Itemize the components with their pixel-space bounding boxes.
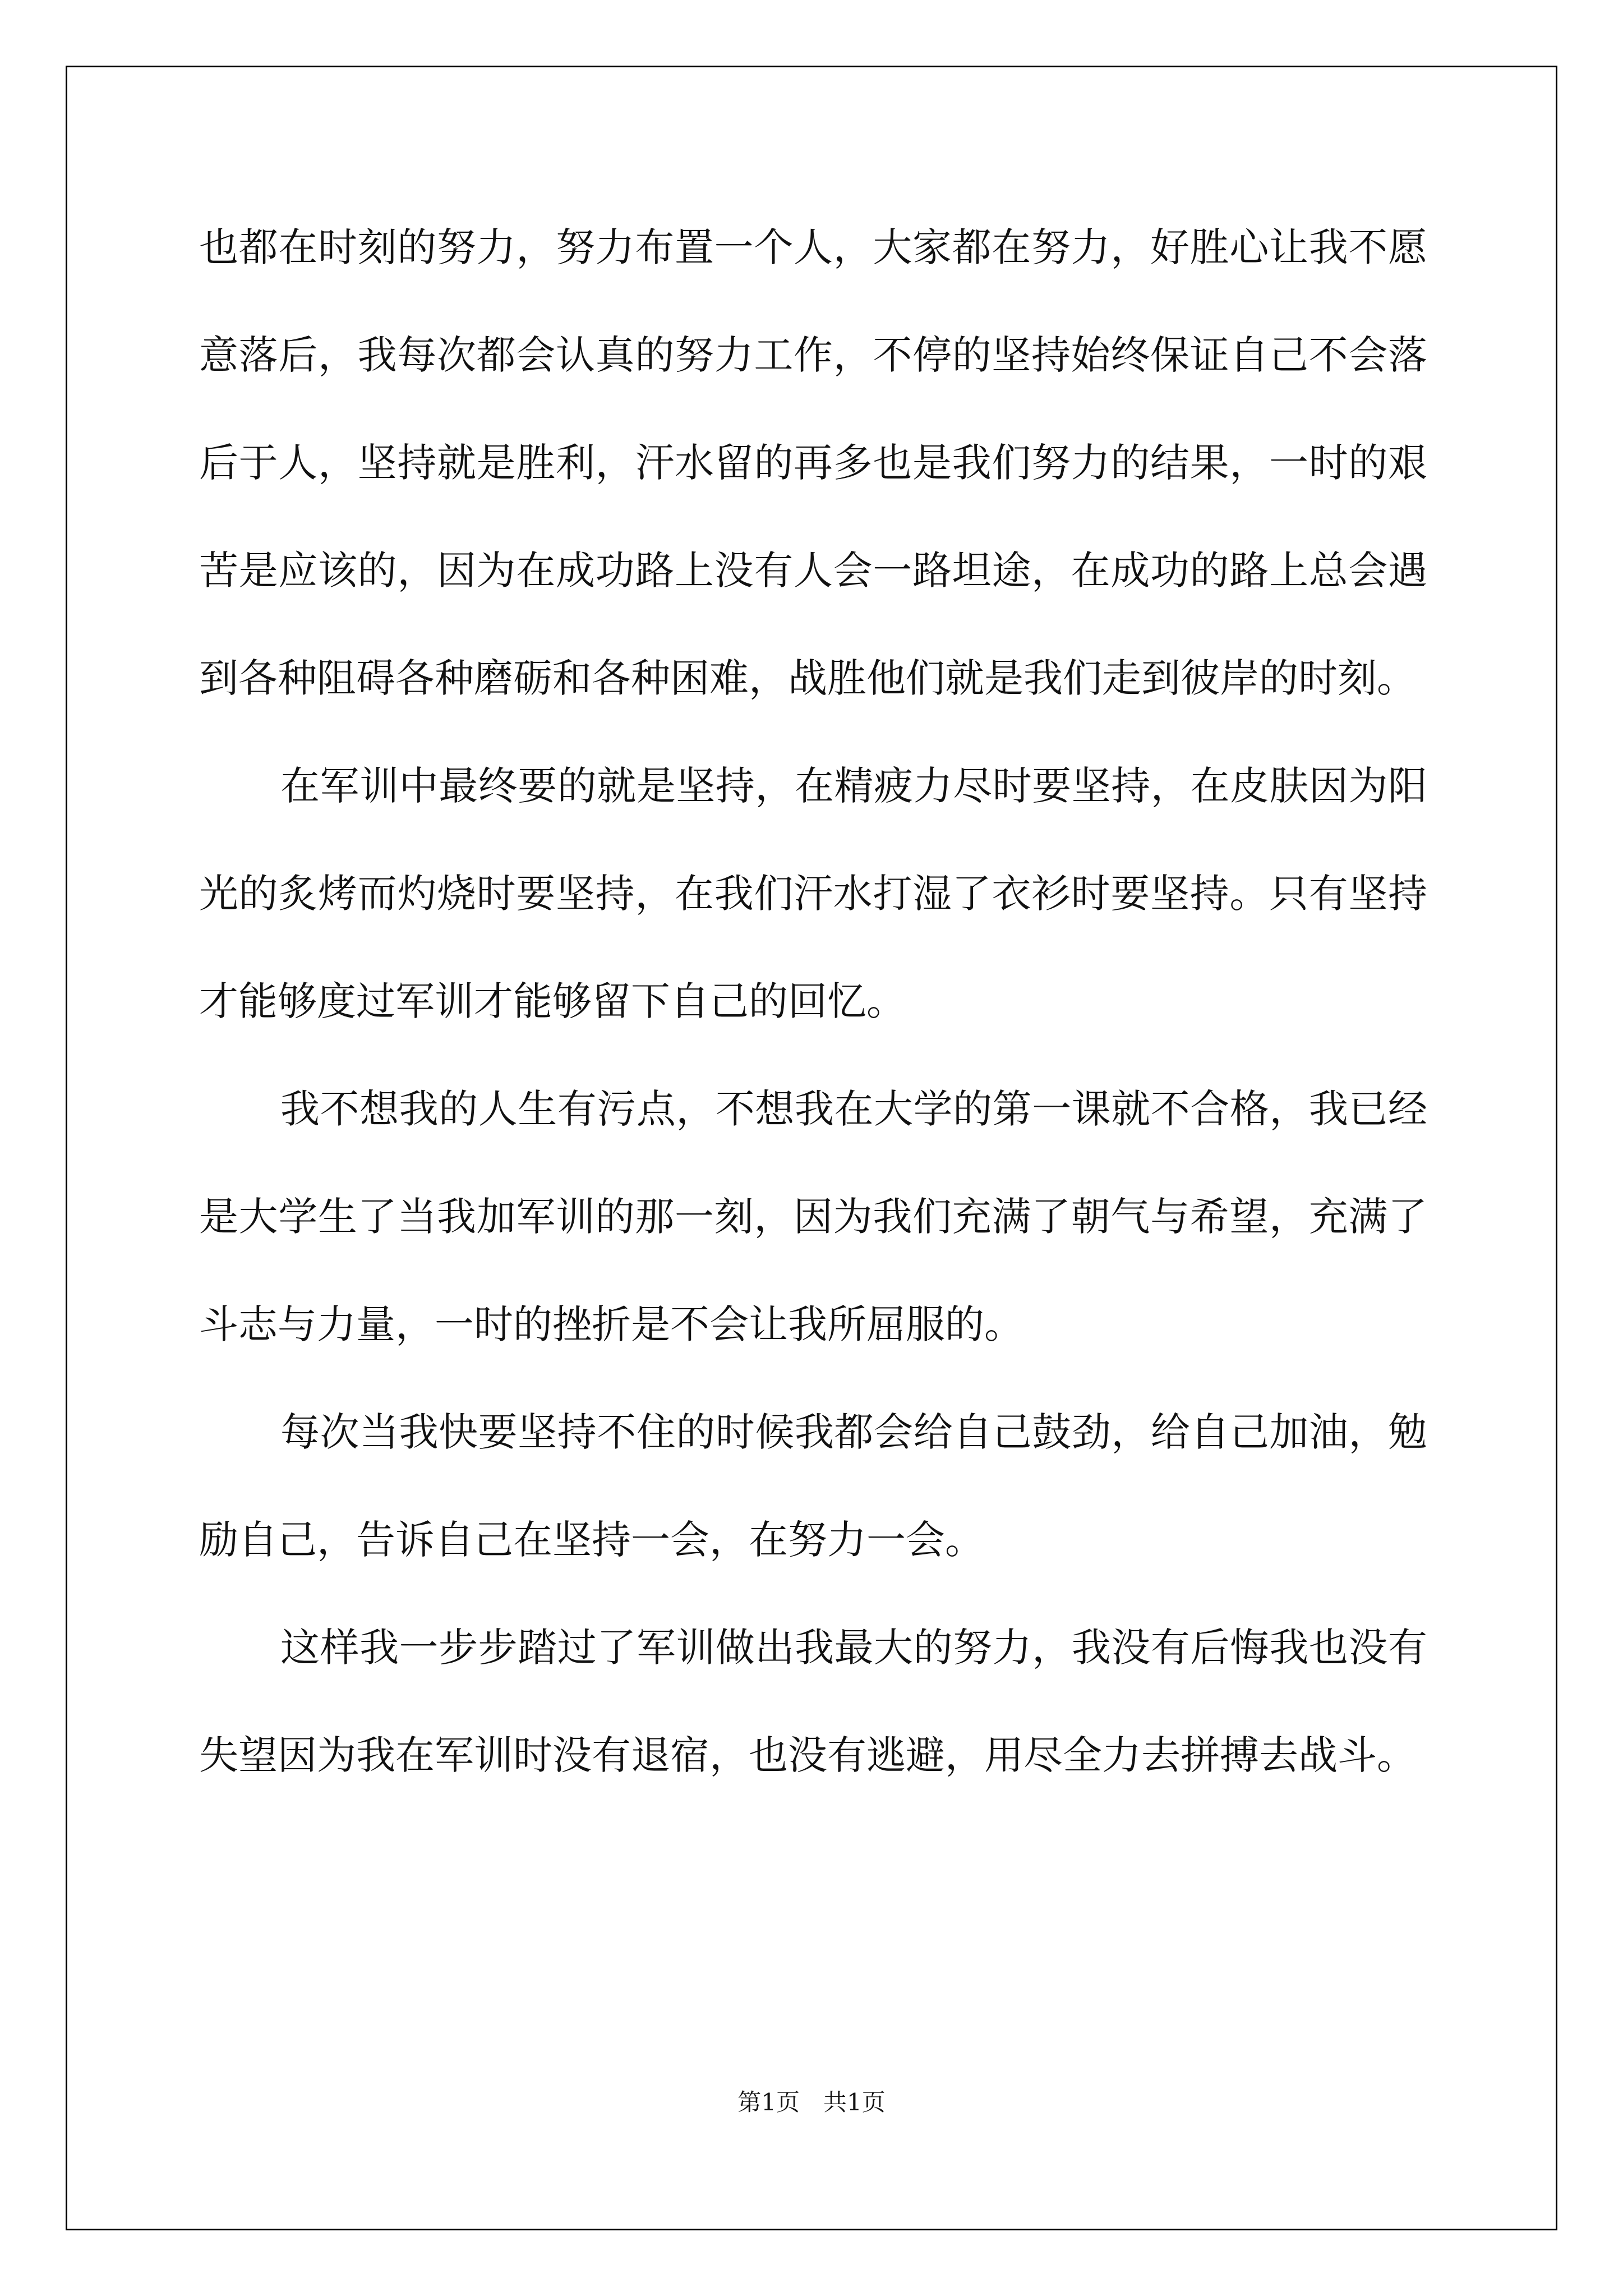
paragraph-2: 在军训中最终要的就是坚持，在精疲力尽时要坚持，在皮肤因为阳光的炙烤而灼烧时要坚持，在我们汗水打湿了衣衫时要坚持。只有坚持才能够度过军训才能够留下自己的回忆。 (199, 763, 1427, 1024)
paragraph-4: 每次当我快要坚持不住的时候我都会给自己鼓劲，给自己加油，勉励自己，告诉自己在坚持一会，在努力一会。 (199, 1409, 1427, 1563)
document-body (199, 194, 1427, 1809)
paragraph-1: 也都在时刻的努力，努力布置一个人，大家都在努力，好胜心让我不愿意落后，我每次都会认真的努力工作，不停的坚持始终保证自己不会落后于人，坚持就是胜利，汗水留的再多也是我们努力的结果，一时的艰苦是应该的，因为在成功路上没有人会一路坦途，在成功的路上总会遇到各种阻碍各种磨砺和各种困难，战胜他们就是我们走到彼岸的时刻。 (199, 224, 1427, 701)
page-number-footer: 第1页 共1页 (737, 2088, 886, 2116)
paragraph-3: 我不想我的人生有污点，不想我在大学的第一课就不合格，我已经是大学生了当我加军训的那一刻，因为我们充满了朝气与希望，充满了斗志与力量，一时的挫折是不会让我所屈服的。 (199, 1086, 1427, 1347)
paragraph-5: 这样我一步步踏过了军训做出我最大的努力，我没有后悔我也没有失望因为我在军训时没有退宿，也没有逃避，用尽全力去拼搏去战斗。 (199, 1625, 1427, 1778)
